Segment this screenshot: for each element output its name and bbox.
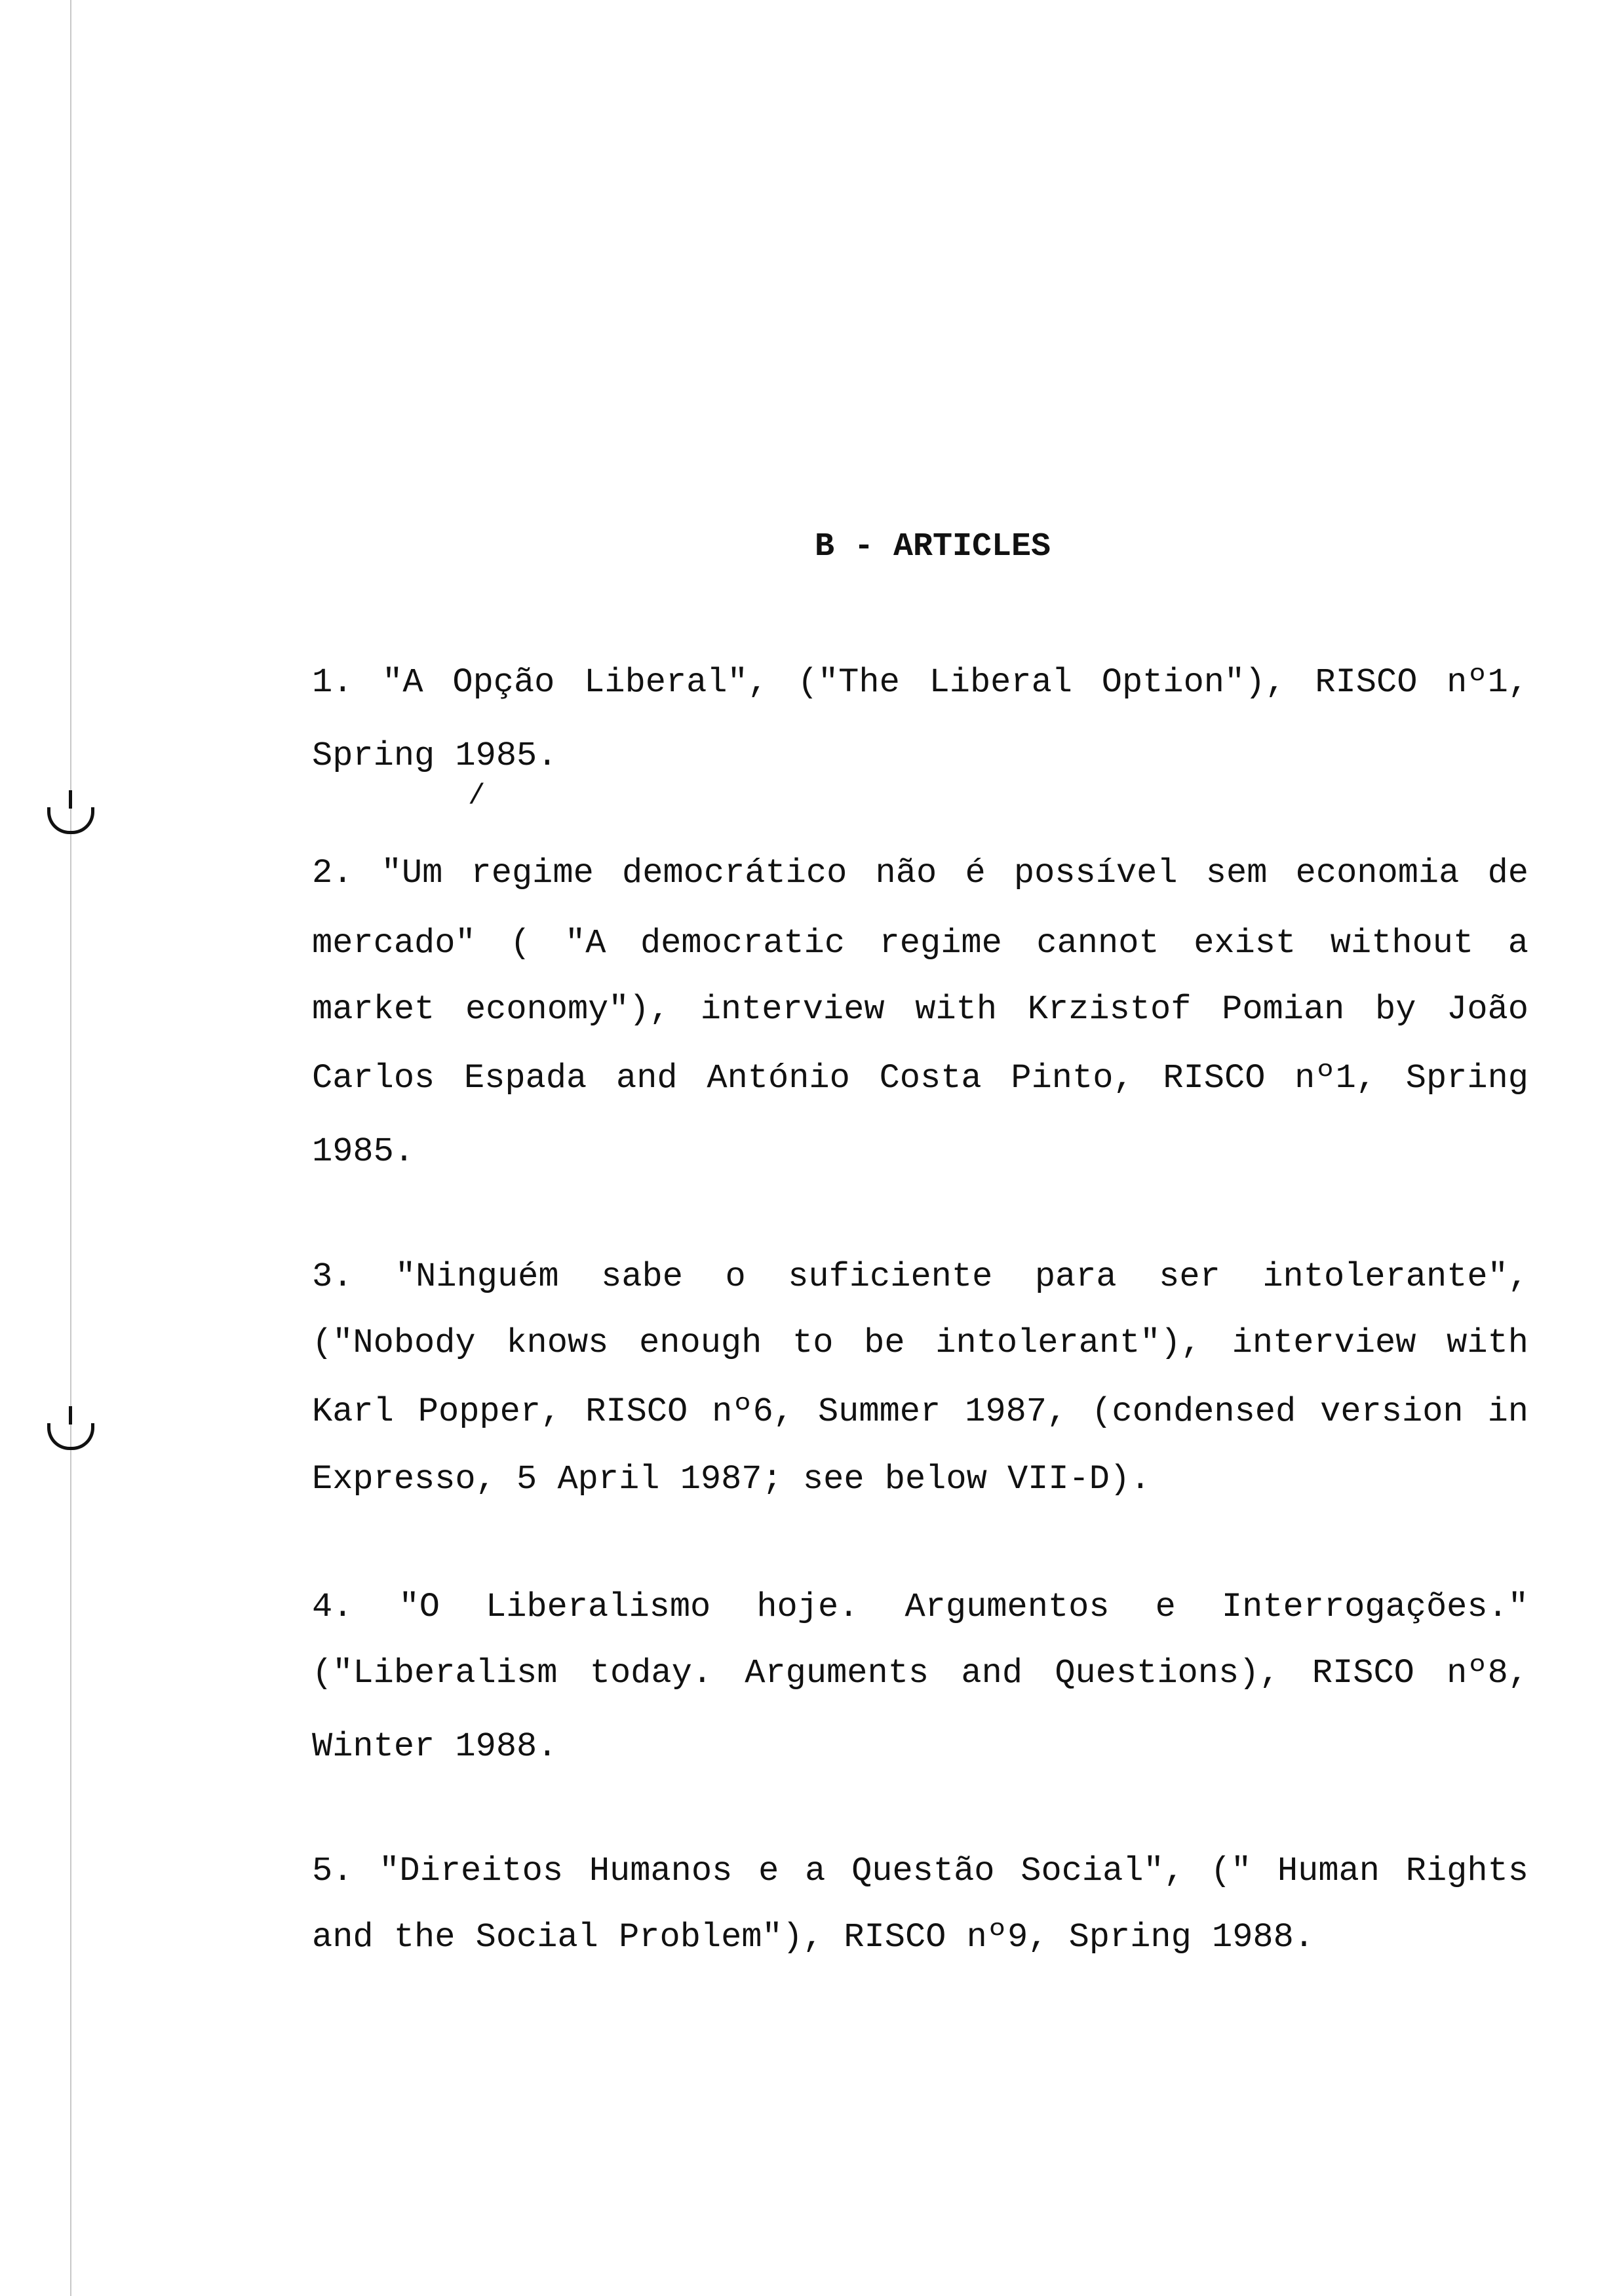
article-3-line: Karl Popper, RISCO nº6, Summer 1987, (condensed version in [312,1392,1528,1431]
article-3-line: ("Nobody knows enough to be intolerant"), interview with [312,1324,1528,1362]
article-2-line: Carlos Espada and António Costa Pinto, RISCO nº1, Spring [312,1059,1528,1098]
article-2-line: market economy"), interview with Krzistof Pomian by João [312,990,1528,1029]
article-5-line: 5. "Direitos Humanos e a Questão Social", (" Human Rights [312,1852,1528,1890]
article-4-line: 4. "O Liberalismo hoje. Argumentos e Interrogações." [312,1588,1528,1626]
binder-hook-mark [47,807,94,834]
article-3-line: Expresso, 5 April 1987; see below VII-D). [312,1460,1151,1499]
article-1-line: Spring 1985. [312,737,558,775]
article-4-line: Winter 1988. [312,1727,558,1766]
article-2-line: 1985. [312,1132,415,1171]
section-heading: B - ARTICLES [815,528,1051,565]
article-2-line: 2. "Um regime democrático não é possível sem economia de [312,854,1528,892]
stray-slash-mark: / [468,780,486,813]
margin-rule [70,0,71,2296]
article-2-line: mercado" ( "A democratic regime cannot exist without a [312,924,1528,963]
article-1-line: 1. "A Opção Liberal", ("The Liberal Option"), RISCO nº1, [312,663,1528,702]
article-4-line: ("Liberalism today. Arguments and Questions), RISCO nº8, [312,1654,1528,1693]
binder-hook-mark [47,1423,94,1450]
article-3-line: 3. "Ninguém sabe o suficiente para ser intolerante", [312,1257,1528,1296]
article-5-line: and the Social Problem"), RISCO nº9, Spring 1988. [312,1918,1315,1957]
